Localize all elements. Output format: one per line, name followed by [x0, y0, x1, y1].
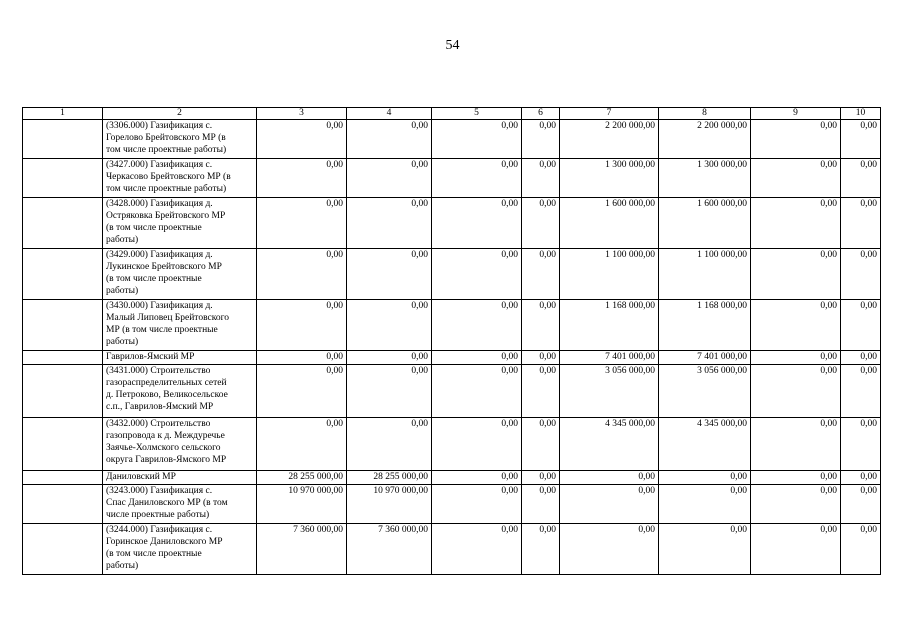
value-cell-col5: 0,00 — [432, 524, 522, 575]
value-cell-col3: 0,00 — [257, 159, 347, 198]
value-cell-col6: 0,00 — [522, 300, 560, 351]
value-cell-col3: 0,00 — [257, 418, 347, 471]
row-name-cell: (3431.000) Строительство газораспределительных сетей д. Петроково, Великосельское с.п., Гаврилов-Ямский МР — [103, 365, 257, 418]
value-cell-col8: 3 056 000,00 — [659, 365, 751, 418]
value-cell-col8: 7 401 000,00 — [659, 351, 751, 365]
value-cell-col9: 0,00 — [751, 365, 841, 418]
value-cell-col7: 1 600 000,00 — [560, 198, 659, 249]
column-header: 7 — [560, 108, 659, 120]
value-cell-col10: 0,00 — [841, 485, 881, 524]
value-cell-col4: 0,00 — [347, 365, 432, 418]
table-row — [23, 159, 881, 198]
value-cell-col6: 0,00 — [522, 485, 560, 524]
value-cell-col6: 0,00 — [522, 120, 560, 159]
value-cell-col3: 28 255 000,00 — [257, 471, 347, 485]
value-cell-col4: 0,00 — [347, 120, 432, 159]
value-cell-col3: 0,00 — [257, 300, 347, 351]
value-cell-col9: 0,00 — [751, 418, 841, 471]
value-cell-col5: 0,00 — [432, 418, 522, 471]
value-cell-col7: 1 300 000,00 — [560, 159, 659, 198]
value-cell-col6: 0,00 — [522, 418, 560, 471]
value-cell-col8: 2 200 000,00 — [659, 120, 751, 159]
value-cell-col6: 0,00 — [522, 351, 560, 365]
row-index-cell — [23, 198, 103, 249]
column-number-row — [23, 108, 881, 120]
table-row — [23, 300, 881, 351]
value-cell-col8: 4 345 000,00 — [659, 418, 751, 471]
value-cell-col3: 0,00 — [257, 249, 347, 300]
column-header: 6 — [522, 108, 560, 120]
value-cell-col4: 10 970 000,00 — [347, 485, 432, 524]
table-row — [23, 365, 881, 418]
value-cell-col5: 0,00 — [432, 485, 522, 524]
value-cell-col7: 0,00 — [560, 471, 659, 485]
value-cell-col9: 0,00 — [751, 198, 841, 249]
value-cell-col6: 0,00 — [522, 159, 560, 198]
row-name-cell: (3429.000) Газификация д. Лукинское Брейтовского МР (в том числе проектные работы) — [103, 249, 257, 300]
value-cell-col5: 0,00 — [432, 365, 522, 418]
row-index-cell — [23, 159, 103, 198]
value-cell-col7: 2 200 000,00 — [560, 120, 659, 159]
row-index-cell — [23, 471, 103, 485]
row-name-cell: Гаврилов-Ямский МР — [103, 351, 257, 365]
row-name-cell: (3306.000) Газификация с. Горелово Брейтовского МР (в том числе проектные работы) — [103, 120, 257, 159]
value-cell-col10: 0,00 — [841, 365, 881, 418]
value-cell-col5: 0,00 — [432, 249, 522, 300]
value-cell-col8: 1 600 000,00 — [659, 198, 751, 249]
value-cell-col6: 0,00 — [522, 471, 560, 485]
row-name-cell: (3243.000) Газификация с. Спас Даниловского МР (в том числе проектные работы) — [103, 485, 257, 524]
column-header: 3 — [257, 108, 347, 120]
budget-table — [22, 107, 881, 575]
value-cell-col4: 0,00 — [347, 300, 432, 351]
value-cell-col8: 0,00 — [659, 524, 751, 575]
column-header: 9 — [751, 108, 841, 120]
row-index-cell — [23, 365, 103, 418]
value-cell-col6: 0,00 — [522, 249, 560, 300]
value-cell-col7: 4 345 000,00 — [560, 418, 659, 471]
table-body — [23, 120, 881, 575]
row-name-cell: (3432.000) Строительство газопровода к д. Междуречье Заячье-Холмского сельского округа Гаврилов-Ямского МР — [103, 418, 257, 471]
value-cell-col8: 1 100 000,00 — [659, 249, 751, 300]
value-cell-col7: 7 401 000,00 — [560, 351, 659, 365]
row-name-cell: Даниловский МР — [103, 471, 257, 485]
row-name-cell: (3427.000) Газификация с. Черкасово Брейтовского МР (в том числе проектные работы) — [103, 159, 257, 198]
value-cell-col4: 0,00 — [347, 159, 432, 198]
table-row — [23, 524, 881, 575]
row-index-cell — [23, 524, 103, 575]
table-row — [23, 351, 881, 365]
table-row — [23, 418, 881, 471]
table-row — [23, 485, 881, 524]
value-cell-col10: 0,00 — [841, 418, 881, 471]
page-number: 54 — [445, 38, 460, 53]
value-cell-col3: 10 970 000,00 — [257, 485, 347, 524]
value-cell-col3: 0,00 — [257, 120, 347, 159]
value-cell-col7: 3 056 000,00 — [560, 365, 659, 418]
value-cell-col5: 0,00 — [432, 471, 522, 485]
value-cell-col10: 0,00 — [841, 198, 881, 249]
value-cell-col6: 0,00 — [522, 365, 560, 418]
value-cell-col3: 0,00 — [257, 351, 347, 365]
row-index-cell — [23, 300, 103, 351]
table-row — [23, 249, 881, 300]
value-cell-col8: 1 168 000,00 — [659, 300, 751, 351]
row-name-cell: (3244.000) Газификация с. Горинское Даниловского МР (в том числе проектные работы) — [103, 524, 257, 575]
value-cell-col9: 0,00 — [751, 351, 841, 365]
value-cell-col4: 0,00 — [347, 249, 432, 300]
value-cell-col9: 0,00 — [751, 300, 841, 351]
value-cell-col10: 0,00 — [841, 249, 881, 300]
value-cell-col4: 0,00 — [347, 418, 432, 471]
row-index-cell — [23, 249, 103, 300]
value-cell-col5: 0,00 — [432, 120, 522, 159]
value-cell-col4: 0,00 — [347, 198, 432, 249]
value-cell-col9: 0,00 — [751, 120, 841, 159]
value-cell-col9: 0,00 — [751, 249, 841, 300]
value-cell-col9: 0,00 — [751, 524, 841, 575]
value-cell-col5: 0,00 — [432, 159, 522, 198]
value-cell-col3: 7 360 000,00 — [257, 524, 347, 575]
value-cell-col4: 0,00 — [347, 351, 432, 365]
row-index-cell — [23, 418, 103, 471]
value-cell-col4: 7 360 000,00 — [347, 524, 432, 575]
value-cell-col10: 0,00 — [841, 471, 881, 485]
value-cell-col9: 0,00 — [751, 159, 841, 198]
column-header: 10 — [841, 108, 881, 120]
value-cell-col7: 0,00 — [560, 524, 659, 575]
value-cell-col10: 0,00 — [841, 351, 881, 365]
column-header: 4 — [347, 108, 432, 120]
value-cell-col9: 0,00 — [751, 485, 841, 524]
value-cell-col7: 0,00 — [560, 485, 659, 524]
value-cell-col10: 0,00 — [841, 159, 881, 198]
value-cell-col8: 0,00 — [659, 485, 751, 524]
value-cell-col4: 28 255 000,00 — [347, 471, 432, 485]
value-cell-col10: 0,00 — [841, 120, 881, 159]
row-name-cell: (3428.000) Газификация д. Остряковка Брейтовского МР (в том числе проектные работы) — [103, 198, 257, 249]
value-cell-col7: 1 168 000,00 — [560, 300, 659, 351]
column-header: 5 — [432, 108, 522, 120]
value-cell-col3: 0,00 — [257, 365, 347, 418]
value-cell-col3: 0,00 — [257, 198, 347, 249]
table-row — [23, 120, 881, 159]
value-cell-col8: 0,00 — [659, 471, 751, 485]
row-index-cell — [23, 485, 103, 524]
value-cell-col5: 0,00 — [432, 351, 522, 365]
value-cell-col5: 0,00 — [432, 198, 522, 249]
table-row — [23, 198, 881, 249]
value-cell-col9: 0,00 — [751, 471, 841, 485]
row-index-cell — [23, 351, 103, 365]
value-cell-col7: 1 100 000,00 — [560, 249, 659, 300]
column-header: 2 — [103, 108, 257, 120]
row-name-cell: (3430.000) Газификация д. Малый Липовец Брейтовского МР (в том числе проектные работы) — [103, 300, 257, 351]
table-row — [23, 471, 881, 485]
column-header: 8 — [659, 108, 751, 120]
value-cell-col6: 0,00 — [522, 524, 560, 575]
value-cell-col6: 0,00 — [522, 198, 560, 249]
value-cell-col10: 0,00 — [841, 300, 881, 351]
column-header: 1 — [23, 108, 103, 120]
value-cell-col8: 1 300 000,00 — [659, 159, 751, 198]
row-index-cell — [23, 120, 103, 159]
value-cell-col5: 0,00 — [432, 300, 522, 351]
value-cell-col10: 0,00 — [841, 524, 881, 575]
